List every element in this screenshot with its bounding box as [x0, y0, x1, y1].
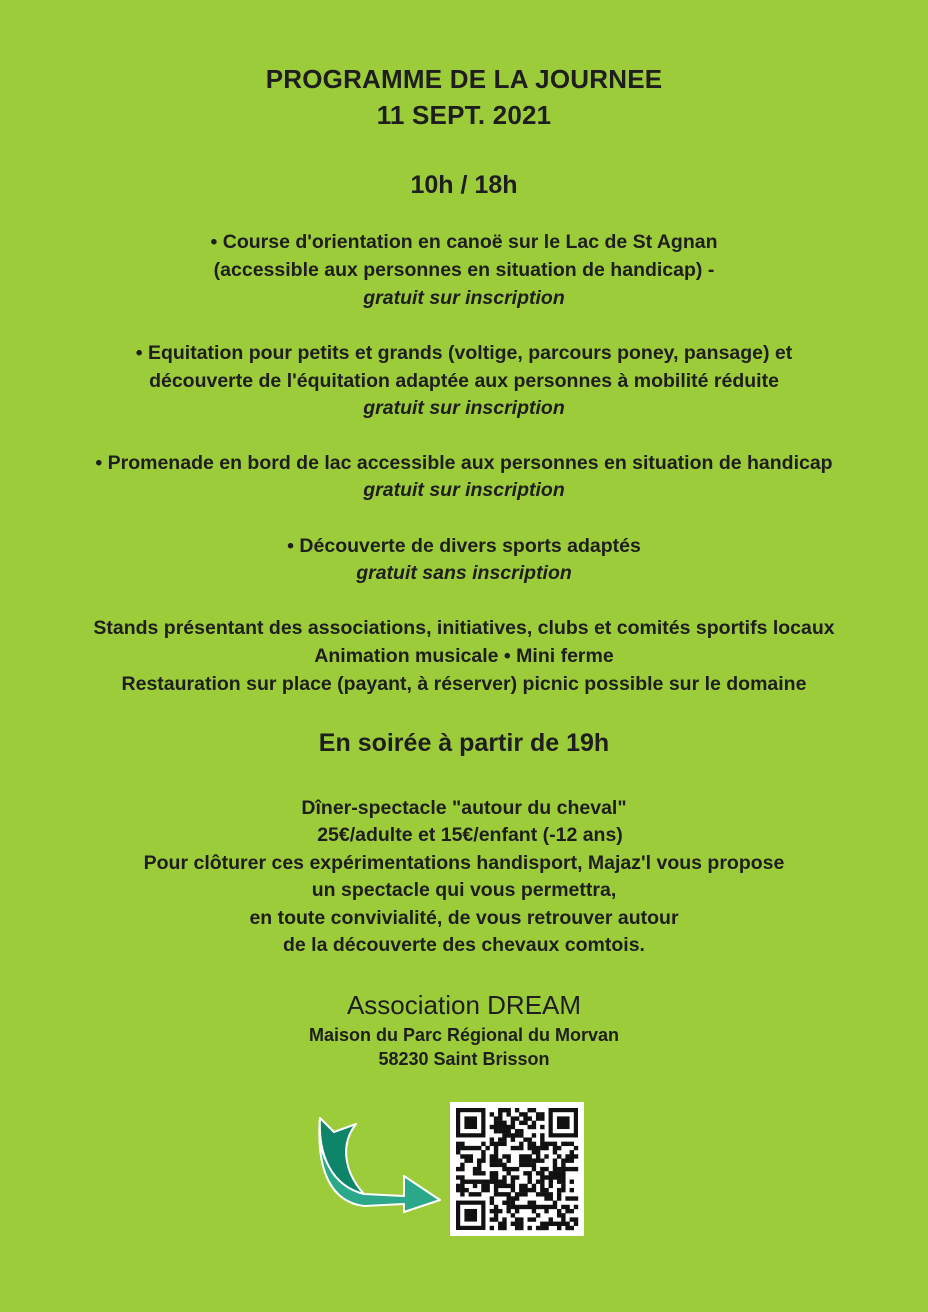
evening-line-1: Dîner-spectacle "autour du cheval" — [301, 797, 627, 819]
activity-canoe-note: gratuit sur inscription — [363, 287, 565, 309]
activity-canoe-line1: • Course d'orientation en canoë sur le Lac de St Agnan — [210, 231, 718, 253]
activity-sports-note: gratuit sans inscription — [356, 562, 572, 584]
activity-equitation-line2: découverte de l'équitation adaptée aux personnes à mobilité réduite — [149, 370, 779, 392]
day-hours: 10h / 18h — [410, 171, 518, 199]
activity-canoe-line2: (accessible aux personnes en situation de handicap) - — [213, 259, 715, 281]
extras-animation: Animation musicale • Mini ferme — [314, 645, 614, 667]
activity-sports-line1: • Découverte de divers sports adaptés — [287, 535, 641, 557]
qr-code-icon — [450, 1102, 584, 1236]
evening-line-6: de la découverte des chevaux comtois. — [283, 934, 645, 956]
association-address-2: 58230 Saint Brisson — [378, 1049, 550, 1069]
evening-title: En soirée à partir de 19h — [318, 729, 610, 757]
extras-stands: Stands présentant des associations, initiatives, clubs et comités sportifs locaux — [93, 617, 835, 639]
activity-promenade-note: gratuit sur inscription — [363, 479, 565, 501]
evening-line-2: 25€/adulte et 15€/enfant (-12 ans) — [317, 824, 623, 846]
association-address-1: Maison du Parc Régional du Morvan — [308, 1025, 620, 1045]
page-title: PROGRAMME DE LA JOURNEE — [265, 64, 663, 94]
evening-line-4: un spectacle qui vous permettra, — [311, 879, 617, 901]
event-date: 11 SEPT. 2021 — [376, 100, 552, 130]
activity-promenade-line1: • Promenade en bord de lac accessible aux personnes en situation de handicap — [95, 452, 833, 474]
extras-restauration: Restauration sur place (payant, à réserver) picnic possible sur le domaine — [121, 673, 807, 695]
activity-equitation-note: gratuit sur inscription — [363, 397, 565, 419]
evening-line-3: Pour clôturer ces expérimentations handisport, Majaz'l vous propose — [143, 852, 785, 874]
association-name: Association DREAM — [346, 990, 582, 1020]
activity-equitation-line1: • Equitation pour petits et grands (voltige, parcours poney, pansage) et — [135, 342, 793, 364]
evening-line-5: en toute convivialité, de vous retrouver autour — [249, 907, 679, 929]
curved-arrow-icon — [312, 1112, 446, 1216]
